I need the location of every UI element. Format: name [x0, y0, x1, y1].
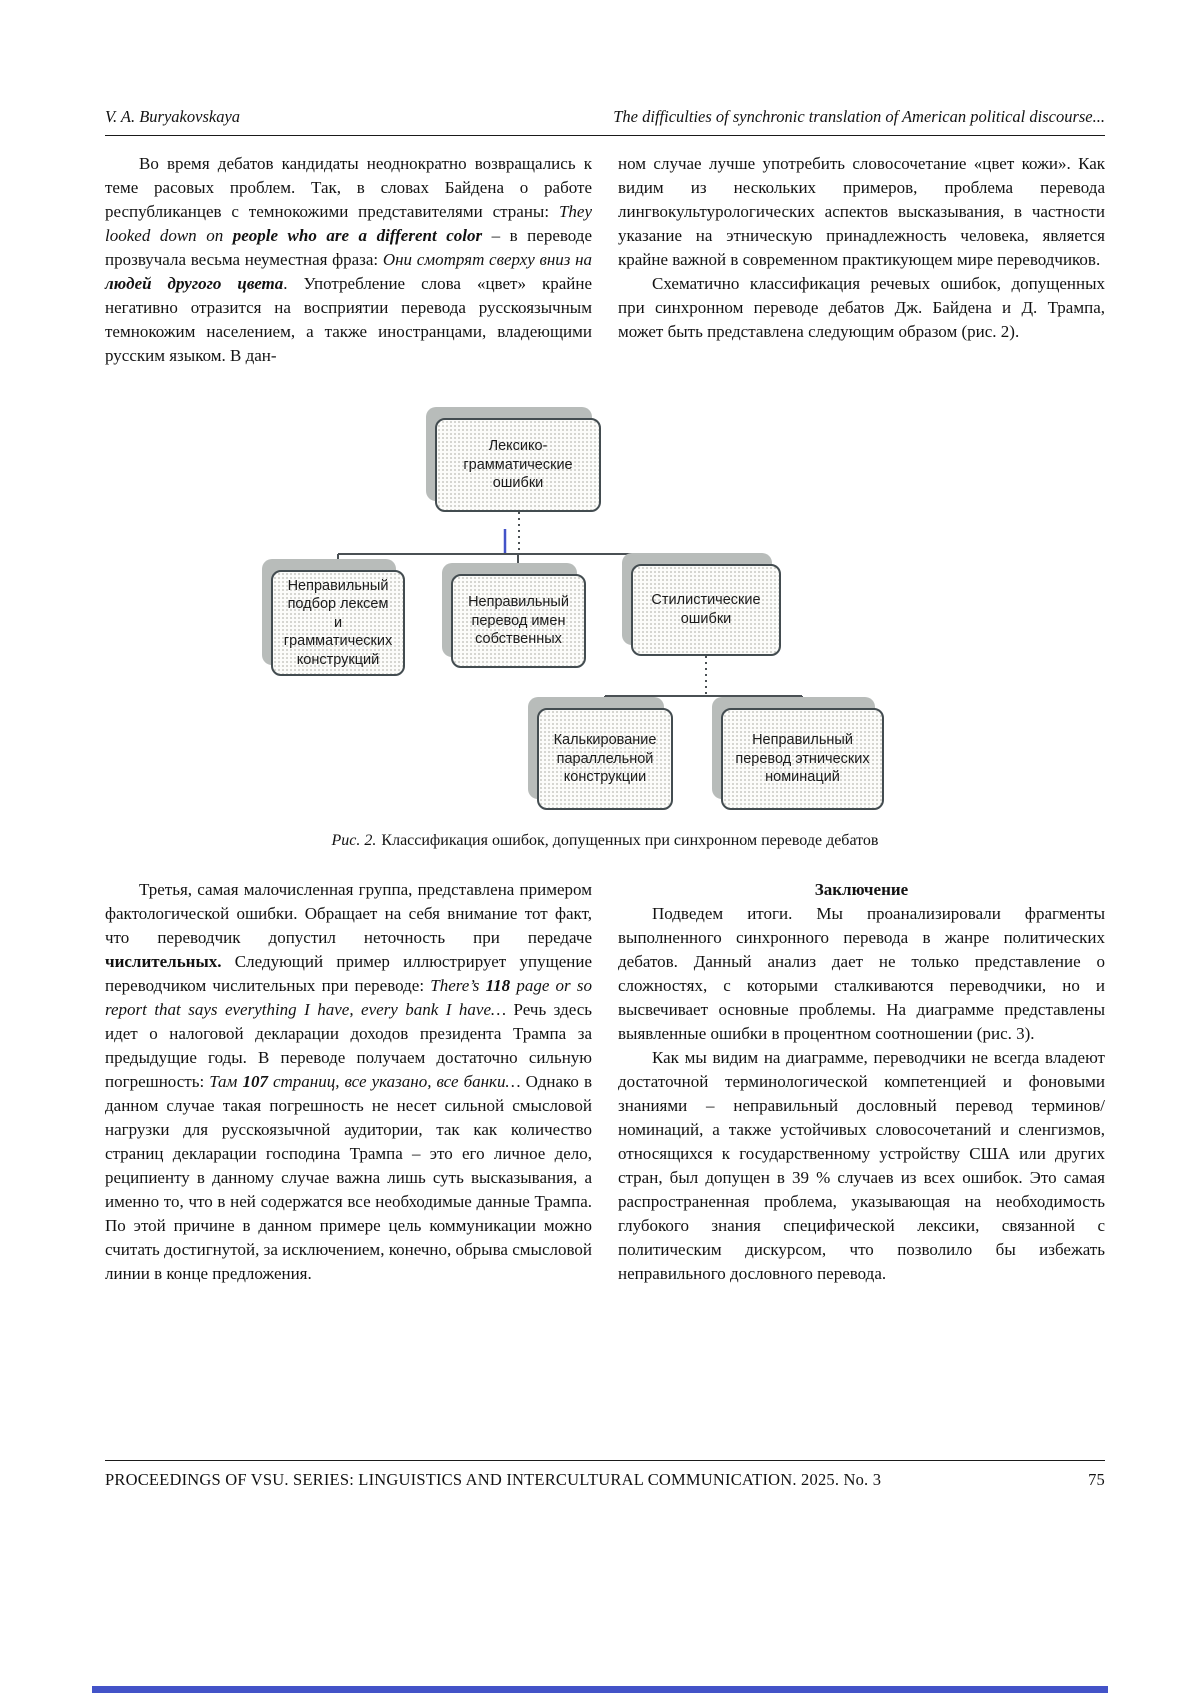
text-run: Речь здесь идет о налоговой декларации доходов президента Трампа за предыдущие годы. В переводе получаем достаточно сильную погрешность: [105, 1000, 592, 1091]
running-title: The difficulties of synchronic translation of American political discourse... [613, 107, 1105, 126]
column-left-top [105, 152, 592, 368]
text-run: 107 [242, 1072, 268, 1091]
text-run: Как мы видим на диаграмме, переводчики не всегда владеют достаточной терминологической компетенцией и фоновыми знаниями – неправильный дословный перевод терминов/номинаций, а также устойчивых словосочетаний и сленгизмов, относящихся к государственному устройству США или других стран, был допущен в 39 % случаев из всех ошибок. Это самая распространенная проблема, указывающая на необходимость глубокого знания специфической лексики, связанной с политическим дискурсом, что позволило бы избежать неправильного дословного перевода. [618, 1048, 1105, 1283]
text-run: There’s [430, 976, 486, 995]
column-right-bottom [618, 878, 1105, 1286]
text-run: Следующий пример иллюстрирует упущение переводчиком числительных при переводе: [105, 952, 592, 995]
footer-page-number: 75 [1088, 1470, 1105, 1489]
text-run: people who are a different color [232, 226, 483, 245]
paragraph [105, 878, 592, 1286]
header-rule [105, 135, 1105, 136]
text-run: They looked down on [105, 202, 592, 245]
text-run: Там [209, 1072, 243, 1091]
column-left-bottom [105, 878, 592, 1286]
figure-caption [105, 832, 1105, 850]
text-run: числительных. [105, 952, 222, 971]
node-wrong-proper-names-translation: Неправильный перевод имен собственных [451, 574, 586, 668]
node-calque-parallel-construction: Калькирование параллельной конструкции [537, 708, 673, 810]
text-run: Схематично классификация речевых ошибок, допущенных при синхронном переводе дебатов Дж. Байдена и Д. Трампа, может быть представлена следующим образом (рис. 2). [618, 274, 1105, 341]
paragraph [618, 902, 1105, 1046]
flowchart-error-classification [105, 402, 1105, 820]
paragraph [105, 152, 592, 368]
paragraph [618, 272, 1105, 344]
column-right-top [618, 152, 1105, 368]
text-run: Однако в данном случае такая погрешность не несет сильной смысловой нагрузки для русскоязычной аудитории, так как количество страниц декларации господина Трампа – это его личное дело, реципиенту в данному случае важна лишь суть высказывания, а именно то, что в ней содержатся все необходимые данные Трампа. По этой причине в данном примере цель коммуникации можно считать достигнутой, за исключением, конечно, обрыва смысловой линии в конце предложения. [105, 1072, 592, 1283]
node-lexico-grammatical-errors: Лексико-грамматические ошибки [435, 418, 601, 512]
running-header [105, 106, 1105, 135]
conclusion-paragraphs [618, 902, 1105, 1286]
node-stylistic-errors: Стилистические ошибки [631, 564, 781, 656]
node-wrong-ethnic-nominations: Неправильный перевод этнических номинаций [721, 708, 884, 810]
figure-2 [105, 402, 1105, 850]
body-top [105, 152, 1105, 368]
running-author: V. A. Buryakovskaya [105, 107, 241, 126]
footer-block [105, 1460, 1105, 1490]
text-run: Они смотрят сверху вниз на [382, 250, 592, 269]
text-run: страниц, все указано, все банки… [267, 1072, 521, 1091]
text-run: Третья, самая малочисленная группа, представлена примером фактологической ошибки. Обращает на себя внимание тот факт, что переводчик допустил неточность при передаче [105, 880, 592, 947]
figure-caption-text: Классификация ошибок, допущенных при синхронном переводе дебатов [381, 832, 879, 849]
text-run: людей другого цвета [105, 274, 284, 293]
paragraph [618, 152, 1105, 272]
text-run: Во время дебатов кандидаты неоднократно возвращались к теме расовых проблем. Так, в словах Байдена о работе республиканцев с темнокожими представителями страны: [105, 154, 592, 221]
figure-caption-label: Рис. 2. [331, 832, 377, 849]
text-run: ном случае лучше употребить словосочетание «цвет кожи». Как видим из нескольких примеров, проблема перевода лингвокультурологических аспектов высказывания, в частности указание на этническую принадлежность человека, является крайне важной в современном практикующем мире переводчиков. [618, 154, 1105, 269]
text-run: Подведем итоги. Мы проанализировали фрагменты выполненного синхронного перевода в жанре политических дебатов. Данный анализ дает не только представление о сложностях, с которыми сталкиваются переводчики, но и высвечивает основные проблемы. На диаграмме представлены выявленные ошибки в процентном соотношении (рис. 3). [618, 904, 1105, 1043]
footer-journal-title: PROCEEDINGS OF VSU. SERIES: LINGUISTICS AND INTERCULTURAL COMMUNICATION. 2025. No. 3 [105, 1470, 882, 1489]
node-wrong-lexeme-selection: Неправильный подбор лексем и грамматических конструкций [271, 570, 405, 676]
text-run: 118 [485, 976, 511, 995]
text-run: page or so report that says everything I have, every bank I have… [105, 976, 592, 1019]
bottom-blue-bar [92, 1686, 1108, 1693]
body-bottom [105, 878, 1105, 1286]
text-run: – в переводе прозвучала весьма неуместная фраза: [105, 226, 592, 269]
page-footer [105, 1461, 1105, 1490]
paragraph [618, 1046, 1105, 1286]
section-heading-conclusion: Заключение [814, 880, 909, 899]
text-run: . Употребление слова «цвет» крайне негативно отразится на восприятии перевода русскоязычным темнокожим населением, а также иностранцами, владеющими русским языком. В дан- [105, 274, 592, 365]
